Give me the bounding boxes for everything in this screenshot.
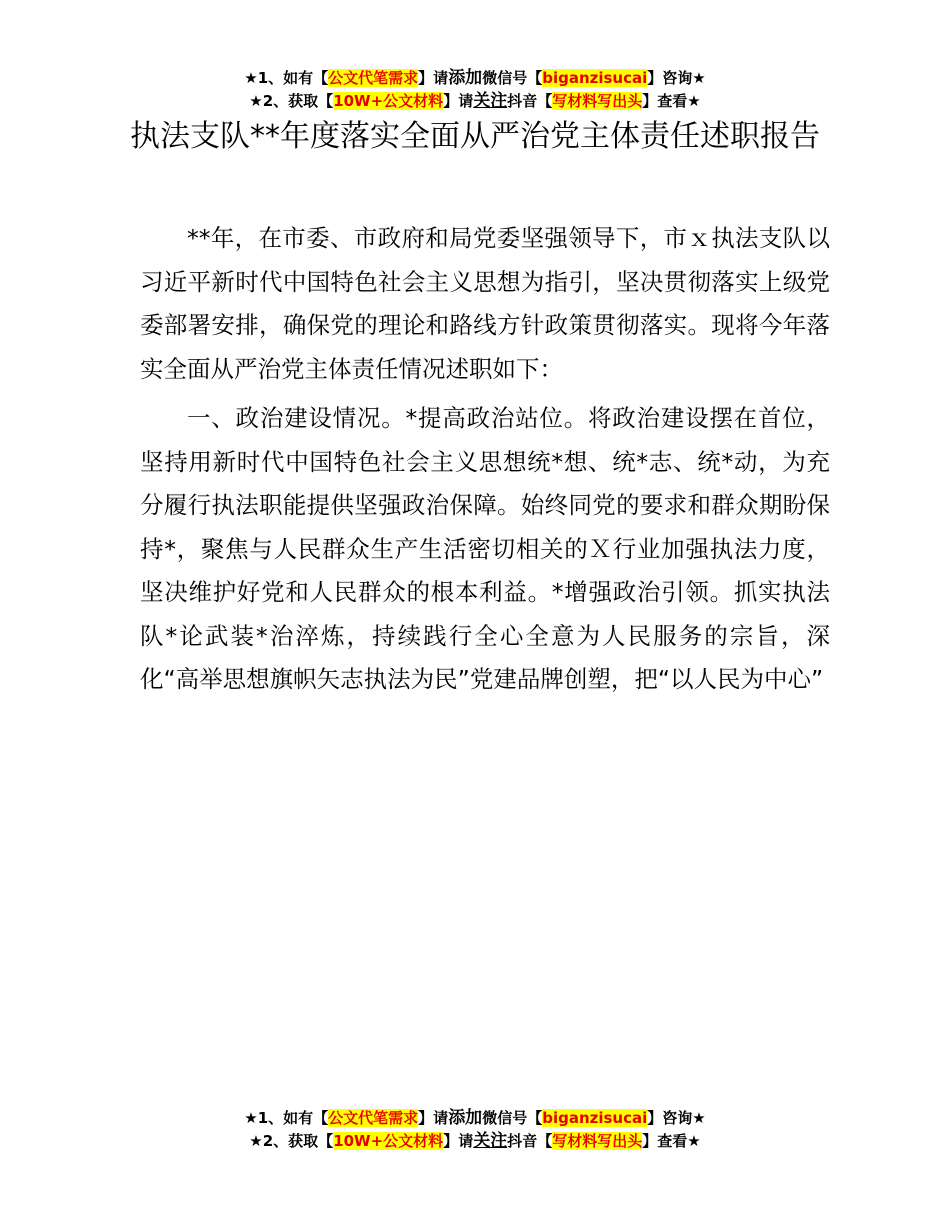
banner-line-1 bbox=[0, 1107, 950, 1130]
highlight-wechat-id: biganzisucai bbox=[542, 1109, 648, 1127]
banner-text: 】请 bbox=[418, 69, 449, 87]
header-banner bbox=[0, 67, 950, 113]
footer-banner bbox=[0, 1107, 950, 1153]
highlight-ghostwriting: 公文代笔需求 bbox=[328, 69, 419, 87]
banner-text: 】咨询★ bbox=[647, 69, 706, 87]
banner-line-1 bbox=[0, 67, 950, 90]
banner-text: 】查看★ bbox=[642, 92, 701, 110]
banner-text: ★1、如有【 bbox=[244, 1109, 329, 1127]
emphasis-follow: 关注 bbox=[473, 91, 508, 111]
document-body bbox=[140, 217, 830, 702]
banner-text: ★2、获取【 bbox=[249, 92, 334, 110]
highlight-douyin-account: 写材料写出头 bbox=[552, 92, 643, 110]
emphasis-add: 添加 bbox=[448, 68, 483, 88]
highlight-materials: 10W+公文材料 bbox=[333, 92, 444, 110]
banner-text: ★1、如有【 bbox=[244, 69, 329, 87]
banner-text: 微信号【 bbox=[482, 69, 543, 87]
highlight-ghostwriting: 公文代笔需求 bbox=[328, 1109, 419, 1127]
banner-text: 】请 bbox=[443, 1132, 474, 1150]
banner-line-2 bbox=[0, 90, 950, 113]
emphasis-follow: 关注 bbox=[473, 1131, 508, 1151]
banner-line-2 bbox=[0, 1130, 950, 1153]
document-title: 执法支队**年度落实全面从严治党主体责任述职报告 bbox=[130, 119, 820, 154]
highlight-materials: 10W+公文材料 bbox=[333, 1132, 444, 1150]
paragraph-political-building: 一、政治建设情况。*提高政治站位。将政治建设摆在首位，坚持用新时代中国特色社会主义思想统*想、统*志、统*动，为充分履行执法职能提供坚强政治保障。始终同党的要求和群众期盼保持*，聚焦与人民群众生产生活密切相关的Ｘ行业加强执法力度，坚决维护好党和人民群众的根本利益。*增强政治引领。抓实执法队*论武装*治淬炼，持续践行全心全意为人民服务的宗旨，深化“高举思想旗帜矢志执法为民”党建品牌创塑，把“以人民为中心” bbox=[140, 404, 830, 693]
banner-text: ★2、获取【 bbox=[249, 1132, 334, 1150]
banner-text: 微信号【 bbox=[482, 1109, 543, 1127]
highlight-wechat-id: biganzisucai bbox=[542, 69, 648, 87]
paragraph-intro: **年，在市委、市政府和局党委坚强领导下，市ｘ执法支队以习近平新时代中国特色社会主义思想为指引，坚决贯彻落实上级党委部署安排，确保党的理论和路线方针政策贯彻落实。现将今年落实全面从严治党主体责任情况述职如下： bbox=[140, 224, 830, 383]
emphasis-add: 添加 bbox=[448, 1108, 483, 1128]
banner-text: 】咨询★ bbox=[647, 1109, 706, 1127]
banner-text: 】查看★ bbox=[642, 1132, 701, 1150]
banner-text: 】请 bbox=[418, 1109, 449, 1127]
banner-text: 抖音【 bbox=[507, 1132, 553, 1150]
banner-text: 】请 bbox=[443, 92, 474, 110]
banner-text: 抖音【 bbox=[507, 92, 553, 110]
highlight-douyin-account: 写材料写出头 bbox=[552, 1132, 643, 1150]
